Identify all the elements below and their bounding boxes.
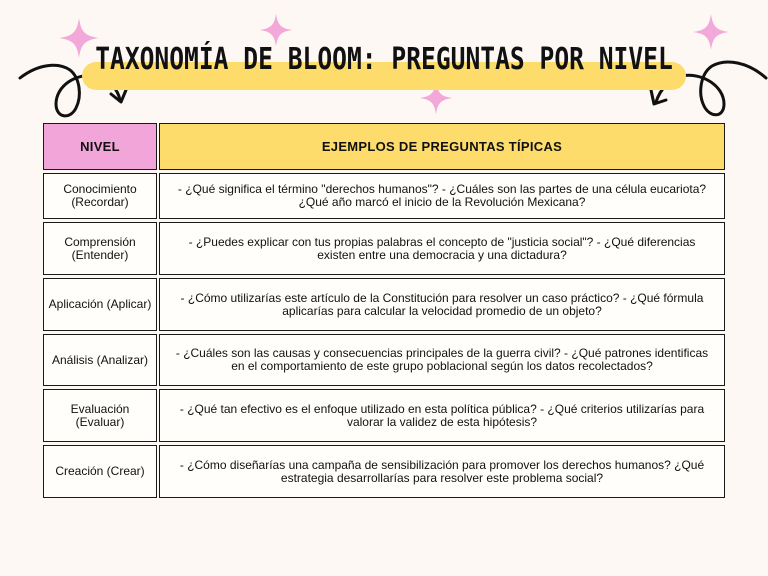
level-cell: Análisis (Analizar) [43,334,157,386]
level-cell: Comprensión (Entender) [43,222,157,275]
header-examples: EJEMPLOS DE PREGUNTAS TÍPICAS [159,123,725,170]
level-cell: Aplicación (Aplicar) [43,278,157,331]
examples-cell: - ¿Cómo utilizarías este artículo de la Constitución para resolver un caso práctico? - ¿Qué fórmula aplicarías para calcular la velocidad promedio de un objeto? [159,278,725,331]
level-cell: Conocimiento (Recordar) [43,173,157,219]
examples-cell: - ¿Qué significa el término "derechos humanos"? - ¿Cuáles son las partes de una célula eucariota? ¿Qué año marcó el inicio de la Revolución Mexicana? [159,173,725,219]
level-cell: Evaluación (Evaluar) [43,389,157,442]
examples-cell: - ¿Cuáles son las causas y consecuencias principales de la guerra civil? - ¿Qué patrones identificas en el comportamiento de este grupo poblacional según los datos recolectados? [159,334,725,386]
examples-cell: - ¿Puedes explicar con tus propias palabras el concepto de "justicia social"? - ¿Qué diferencias existen entre una democracia y una dictadura? [159,222,725,275]
examples-cell: - ¿Cómo diseñarías una campaña de sensibilización para promover los derechos humanos? ¿Qué estrategia desarrollarías para resolver este problema social? [159,445,725,498]
examples-cell: - ¿Qué tan efectivo es el enfoque utilizado en esta política pública? - ¿Qué criterios utilizarías para valorar la validez de esta hipótesis? [159,389,725,442]
header-level: NIVEL [43,123,157,170]
page-title: TAXONOMÍA DE BLOOM: PREGUNTAS POR NIVEL [95,42,673,77]
level-cell: Creación (Crear) [43,445,157,498]
